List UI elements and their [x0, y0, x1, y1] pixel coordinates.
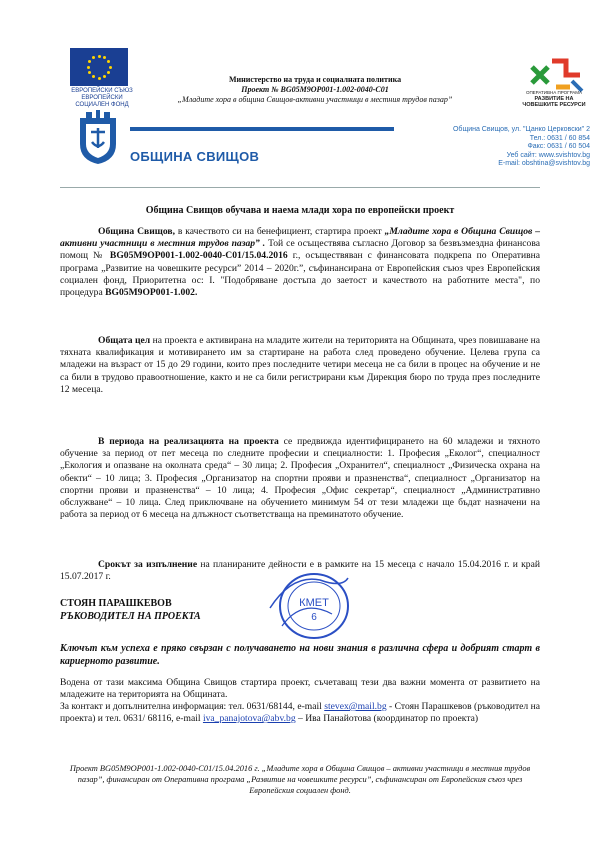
eu-star-icon: [107, 60, 110, 63]
email-link-iva[interactable]: iva_panajotova@abv.bg: [202, 713, 296, 725]
eu-flag-logo: [70, 48, 128, 86]
contacts-text: – Ива Панайотова (координатор по проекта): [295, 713, 479, 725]
intro-text: Той се осъществява съгласно Договор за безвъзмездна финансова помощ №: [60, 238, 540, 262]
eu-caption-line: ЕВРОПЕЙСКИ СЪЮЗ: [71, 88, 133, 94]
intro-text: в качеството си на бенефициент, стартира проект: [174, 226, 385, 237]
paragraph-goal: [60, 335, 540, 396]
rp-caption-line: ЧОВЕШКИТЕ РЕСУРСИ: [522, 102, 586, 108]
contacts-text: За контакт и допълнителна информация: тел. 0631/68144, e-mail: [60, 701, 325, 712]
eu-star-icon: [107, 71, 110, 74]
eu-caption-line: СОЦИАЛЕН ФОНД: [75, 102, 129, 108]
intro-bold: Община Свищов,: [98, 226, 175, 237]
municipality-contact: [400, 126, 590, 169]
official-stamp: [262, 568, 362, 648]
header-text: [150, 75, 480, 105]
contact-email: E-mail: obshtina@svishtov.bg: [498, 160, 590, 168]
period-bold: В периода на реализацията на проекта: [98, 436, 279, 447]
eu-star-icon: [87, 66, 90, 69]
signer-block: [60, 597, 201, 623]
goal-text: на проекта е активирана на младите жители на територията на Общината, чрез повишаване на тяхната квалификация и мотивирането им за стартиране на работа след проведено обучение. Целева група са младежи на възраст от 15 до 29 години, които през последните четири месеца не са били в процес на обучение и не са били в трудово правоотношение, както и не са били регистрирани към Дирекция бюро по труда през последните 12 месеца.: [60, 335, 540, 395]
signer-name: СТОЯН ПАРАШКЕВОВ: [60, 598, 172, 609]
eu-logo-caption: [54, 88, 150, 109]
deadline-text: на планираните дейности е в рамките на 15 месеца с начало 15.04.2016 г. и край 15.07.2017 г.: [60, 559, 540, 583]
municipality-name: ОБЩИНА СВИЩОВ: [130, 149, 260, 164]
contacts-text: - Стоян Парашкевов (ръководител на проекта) и тел. 0631/ 68116, e-mail: [60, 701, 541, 725]
contact-phone: Тел.: 0631 / 60 854: [529, 134, 590, 142]
intro-text: г., осъществяван с финансовата подкрепа по Оперативна програма „Развитие на човешките ресурси” 2014 – 2020г.”, съфинансирана от Европейския съюз чрез Европейския социален фонд, Приоритетна ос: I. "Подобряване достъпа до заетост и качеството на работните места", по процедура: [60, 250, 540, 299]
eu-star-icon: [103, 56, 106, 59]
eu-star-icon: [88, 71, 91, 74]
email-link-stevex[interactable]: stevex@mail.bg: [324, 701, 387, 712]
rp-caption-line: РАЗВИТИЕ НА: [534, 96, 574, 102]
contact-fax: Факс: 0631 / 60 504: [527, 143, 590, 151]
stamp-title: КМЕТ: [299, 597, 329, 609]
eu-star-icon: [92, 56, 95, 59]
contract-number: BG05M9OP001-1.002-0040-C01/15.04.2016: [109, 250, 288, 262]
project-name: „Младите хора в Община Свищов – активни участници в местния трудов пазар” .: [60, 226, 540, 250]
eu-star-icon: [88, 60, 91, 63]
stamp-number: 6: [311, 612, 317, 623]
eu-star-icon: [92, 75, 95, 78]
goal-bold: Общата цел: [98, 335, 151, 346]
paragraph-intro: [60, 226, 540, 299]
eu-star-icon: [98, 77, 101, 80]
document-title: Община Свищов обучава и наема млади хора по европейски проект: [145, 205, 455, 216]
page-footer: Проект BG05M9OP001-1.002-0040-C01/15.04.2016 г. „Младите хора в Община Свищов – активни участници в местния трудов пазар”, финансиран от Оперативна програма „Развитие на човешките ресурси”, съфинансиран от Европейския съюз чрез Европейския социален фонд.: [69, 764, 531, 795]
project-title: „Младите хора в община Свищов-активни участници в местния трудов пазар”: [177, 95, 453, 104]
paragraph-period: [60, 436, 540, 521]
paragraph-key-success: Ключът към успеха е пряко свързан с получаването на нови знания в различна сфера и добрият старт в кариерното развитие.: [60, 643, 540, 667]
period-text: се предвижда идентифицирането на 60 младежи и тяхното обучение за период от пет месеца по следните професии и специалности: 1. Професия „Еколог“, специалност „Екология и опазване на околната среда“ – 30 лица; 2. Професия „Охранител“, специалност „Физическа охрана на обекти“ – 10 лица; 3. Професия „Организатор на спортни прояви и празненства“, специалност „Организатор на спортни прояви и празненства“ – 10 лица; 4. Професия „Офис секретар“, специалност „Административно обслужване“ – 10 лица. След приключване на обучението минимум 54 от тези младежи ще бъдат назначени на работа за период от 6 месеца на длъжност съответстваща на преминатото обучение.: [60, 436, 540, 521]
ministry-name: Министерство на труда и социалната политика: [228, 75, 402, 84]
hr-program-caption: [514, 90, 594, 108]
contact-website: Уеб сайт: www.svishtov.bg: [506, 151, 590, 159]
header-bar: [130, 127, 394, 131]
paragraph-contacts: [60, 701, 540, 725]
header-divider: [60, 187, 540, 188]
eu-star-icon: [98, 55, 101, 58]
project-number: Проект № BG05M9OP001-1.002-0040-С01: [241, 85, 389, 94]
contact-address: Община Свищов, ул. "Цанко Церковски" 2: [452, 126, 590, 133]
rp-caption-line: ОПЕРАТИВНА ПРОГРАМА: [525, 90, 583, 95]
municipality-crest: [76, 108, 120, 166]
signer-role: РЪКОВОДИТЕЛ НА ПРОЕКТА: [60, 611, 201, 622]
eu-caption-line: ЕВРОПЕЙСКИ: [81, 95, 123, 101]
deadline-bold: Срокът за изпълнение: [98, 559, 198, 570]
procedure-number: BG05M9OP001-1.002.: [105, 287, 198, 299]
eu-star-icon: [109, 66, 112, 69]
eu-star-icon: [103, 75, 106, 78]
paragraph-maxim: Водена от тази максима Община Свищов стартира проект, съчетаващ тези два важни момента от развитието на младежите на територията на Общината.: [60, 677, 540, 701]
